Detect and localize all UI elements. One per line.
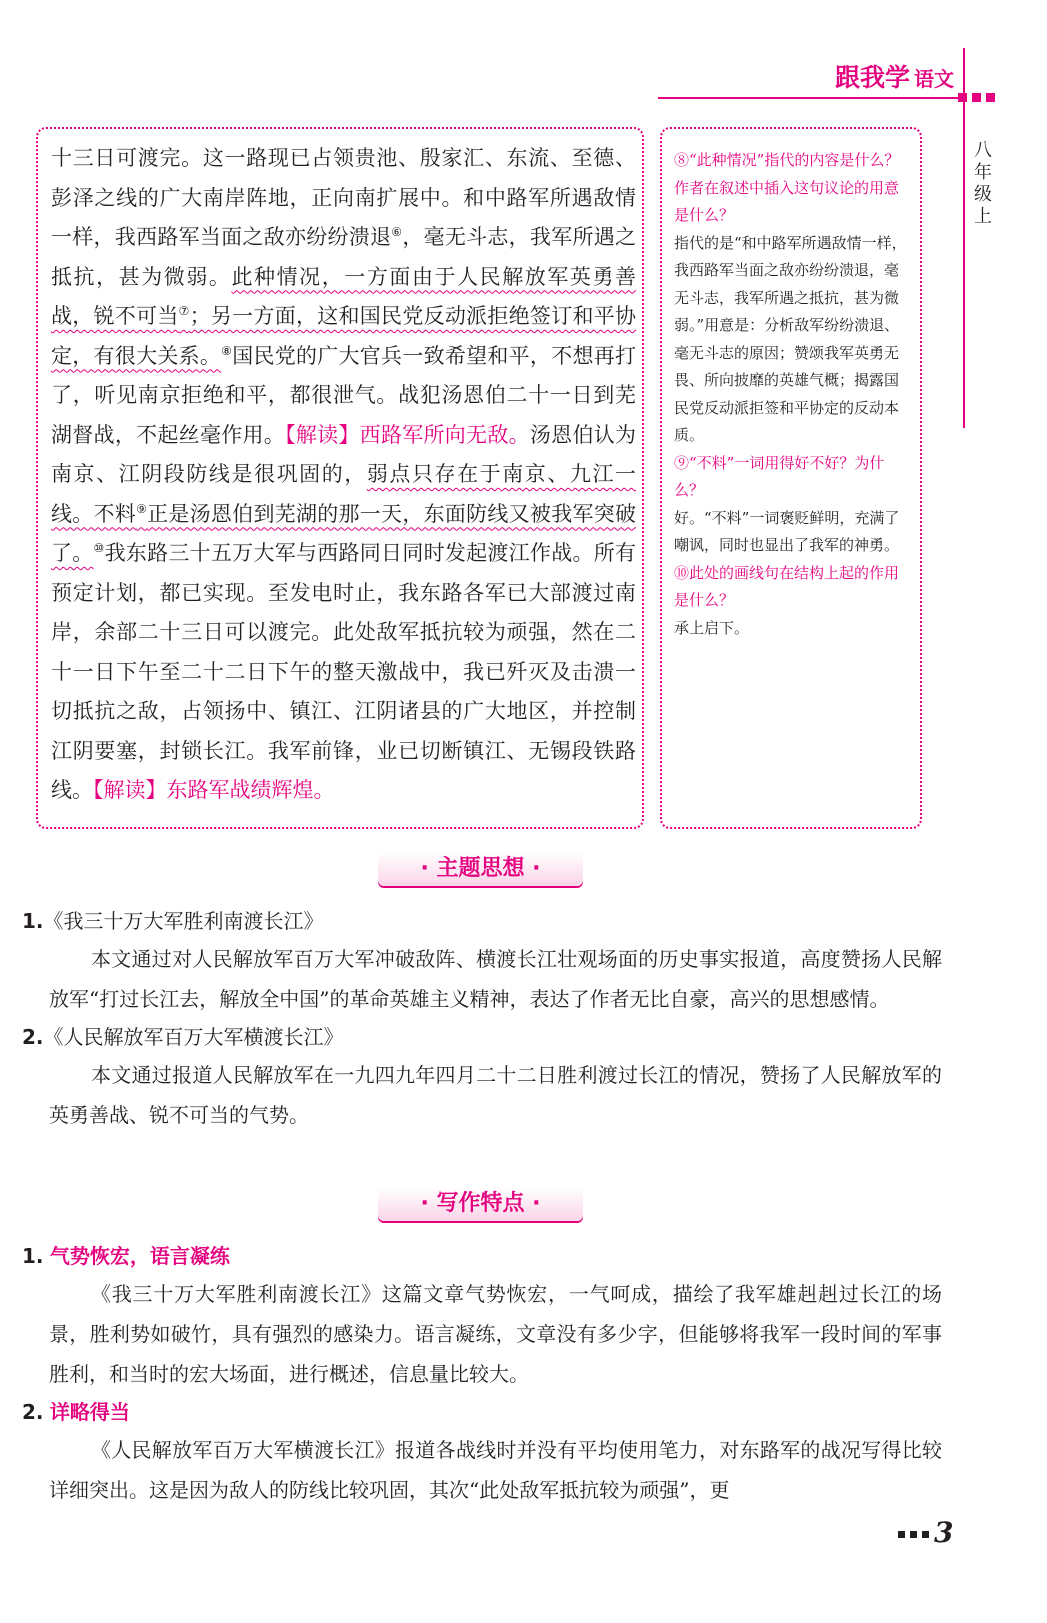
writing-tag: · 写作特点 · <box>378 1187 583 1221</box>
note-answer: 好。“不料”一词褒贬鲜明，充满了嘲讽，同时也显出了我军的神勇。 <box>674 508 900 554</box>
header-vertical-rule <box>963 48 965 428</box>
passage-text: 十三日可渡完。这一路现已占领贵池、殷家汇、东流、至德、彭泽之线的广大南岸阵地，正向南扩展中。和中路军所遇敌情一样，我西路军当面之敌亦纷纷溃退⑥，毫无斗志，我军所遇之抵抗，甚为微弱。此种情况，一方面由于人民解放军英勇善战，锐不可当⑦；另一方面，这和国民党反动派拒绝签订和平协定，有很大关系。⑧国民党的广大官兵一致希望和平，不想再打了，听见南京拒绝和平，都很泄气。战犯汤恩伯二十一日到芜湖督战，不起丝毫作用。【解读】西路军所向无敌。汤恩伯认为南京、江阴段防线是很巩固的，弱点只存在于南京、九江一线。不料⑨正是汤恩伯到芜湖的那一天，东面防线又被我军突破了。⑩我东路三十五万大军与西路同日同时发起渡江作战。所有预定计划，都已实现。至发电时止，我东路各军已大部渡过南岸，余部二十三日可以渡完。此处敌军抵抗较为顽强，然在二十一日下午至二十二日下午的整天激战中，我已歼灭及击溃一切抵抗之敌，占领扬中、镇江、江阴诸县的广大地区，并控制江阴要塞，封锁长江。我军前锋，业已切断镇江、无锡段铁路线。【解读】东路军战绩辉煌。 <box>51 146 637 802</box>
header-dots <box>958 87 1014 97</box>
side-notes <box>674 147 912 642</box>
underlined-sentence-2: 弱点只存在于南京、九江一线。不料⑨正是汤恩伯到芜湖的那一天，东面防线又被我军突破了。 <box>51 462 637 565</box>
note-question: ⑩此处的画线句在结构上起的作用是什么？ <box>674 563 900 609</box>
writing-item-title: 1. 气势恢宏，语言凝练 <box>22 1244 230 1268</box>
note-question: ⑨“不料”一词用得好不好？为什么？ <box>674 453 885 499</box>
note-question: ⑧“此种情况”指代的内容是什么？作者在叙述中插入这句议论的用意是什么？ <box>674 151 900 224</box>
interpretation-west: 【解读】西路军所向无敌。 <box>285 422 530 447</box>
theme-item-body: 本文通过对人民解放军百万大军冲破敌阵、横渡长江壮观场面的历史事实报道，高度赞扬人民解放军“打过长江去，解放全中国”的革命英雄主义精神，表达了作者无比自豪，高兴的思想感情。 <box>49 947 942 1011</box>
writing-item-body: 《我三十万大军胜利南渡长江》这篇文章气势恢宏，一气呵成，描绘了我军雄赳赳过长江的场景，胜利势如破竹，具有强烈的感染力。语言凝练，文章没有多少字，但能够将我军一段时间的军事胜利，和当时的宏大场面，进行概述，信息量比较大。 <box>49 1282 942 1386</box>
header-subject: 语文 <box>914 67 955 91</box>
underlined-sentence: 此种情况，一方面由于人民解放军英勇善战，锐不可当⑦；另一方面，这和国民党反动派拒绝签订和平协定，有很大关系。 <box>51 264 637 368</box>
header-title: 跟我学 语文 <box>835 63 955 92</box>
page-number: 3 <box>898 1516 953 1549</box>
writing-item-body: 《人民解放军百万大军横渡长江》报道各战线时并没有平均使用笔力，对东路军的战况写得比较详细突出。这是因为敌人的防线比较巩固，其次“此处敌军抵抗较为顽强”，更 <box>49 1438 942 1502</box>
side-notes-box <box>660 127 922 829</box>
theme-item-title: 2.《人民解放军百万大军横渡长江》 <box>22 1025 344 1049</box>
passage-box <box>36 127 644 829</box>
theme-item-body: 本文通过报道人民解放军在一九四九年四月二十二日胜利渡过长江的情况，赞扬了人民解放军的英勇善战、锐不可当的气势。 <box>49 1063 942 1127</box>
interpretation-east: 【解读】东路军战绩辉煌。 <box>93 778 335 802</box>
header-rule <box>658 97 963 99</box>
theme-tag: · 主题思想 · <box>378 852 583 886</box>
grade-label: 八年级上 <box>974 140 992 227</box>
note-answer: 承上启下。 <box>674 618 750 637</box>
note-answer: 指代的是“和中路军所遇敌情一样，我西路军当面之敌亦纷纷溃退，毫无斗志，我军所遇之抵抗，甚为微弱。”用意是：分析敌军纷纷溃退、毫无斗志的原因；赞颂我军英勇无畏、所向披靡的英雄气概；揭露国民党反动派拒签和平协定的反动本质。 <box>674 233 907 444</box>
theme-section <box>22 903 942 1135</box>
writing-section <box>22 1238 942 1510</box>
writing-item-title: 2. 详略得当 <box>22 1400 130 1424</box>
theme-item-title: 1.《我三十万大军胜利南渡长江》 <box>22 909 324 933</box>
